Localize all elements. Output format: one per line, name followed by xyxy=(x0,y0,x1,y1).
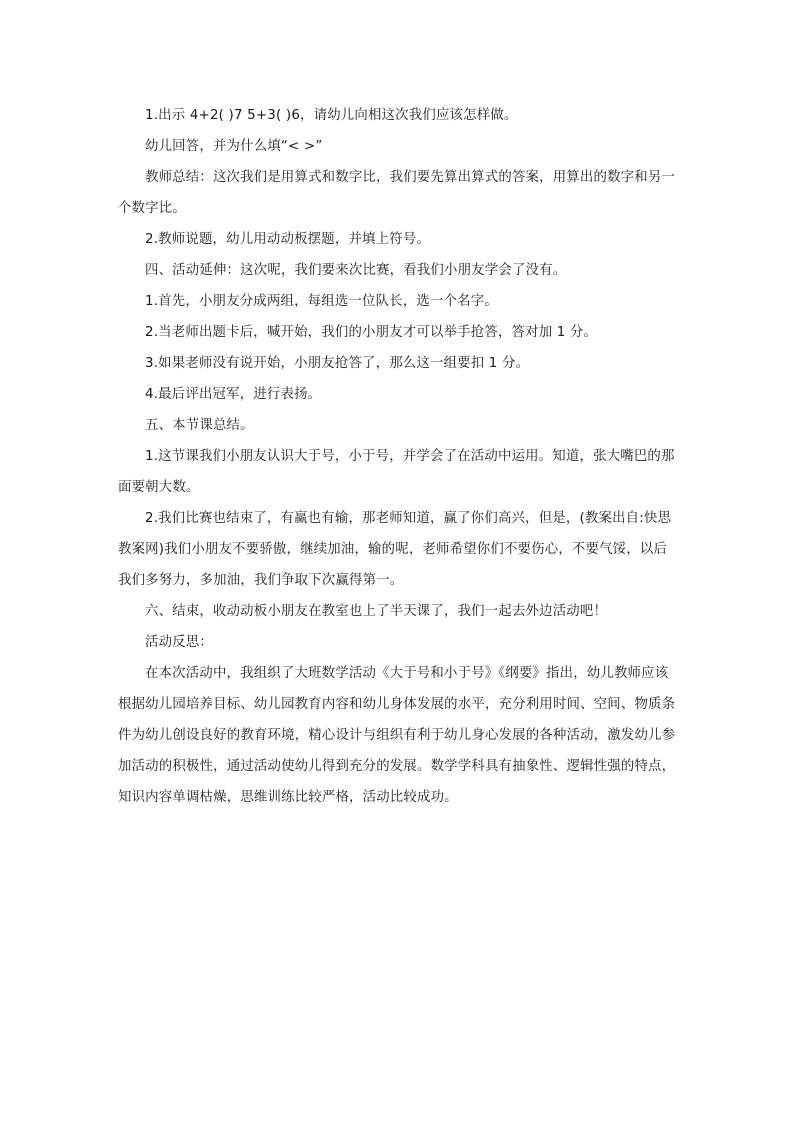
paragraph: 1.出示 4+2( )7 5+3( )6，请幼儿向相这次我们应该怎样做。 xyxy=(145,108,518,123)
paragraph: 2.教师说题，幼儿用动动板摆题，并填上符号。 xyxy=(145,232,430,247)
paragraph: 2.我们比赛也结束了，有赢也有输，那老师知道，赢了你们高兴，但是，(教案出自:快思教案网)我们小朋友不要骄傲，继续加油，输的呢，老师希望你们不要伤心，不要气馁，以后我们多努力，多加油，我们争取下次赢得第一。 xyxy=(118,511,672,588)
paragraph: 2.当老师出题卡后，喊开始，我们的小朋友才可以举手抢答，答对加 1 分。 xyxy=(145,325,598,340)
section-heading: 五、本节课总结。 xyxy=(145,418,254,433)
paragraph: 1.这节课我们小朋友认识大于号，小于号，并学会了在活动中运用。知道，张大嘴巴的那面要朝大数。 xyxy=(118,449,675,495)
section-heading: 六、结束，收动动板小朋友在教室也上了半天课了，我们一起去外边活动吧！ xyxy=(145,604,608,619)
paragraph: 4.最后评出冠军，进行表扬。 xyxy=(145,387,322,402)
paragraph: 教师总结：这次我们是用算式和数字比，我们要先算出算式的答案，用算出的数字和另一个数字比。 xyxy=(118,170,676,216)
paragraph: 3.如果老师没有说开始，小朋友抢答了，那么这一组要扣 1 分。 xyxy=(145,356,530,371)
section-heading: 四、活动延伸：这次呢，我们要来次比赛，看我们小朋友学会了没有。 xyxy=(145,263,567,278)
document-body xyxy=(118,100,678,813)
section-heading: 活动反思： xyxy=(145,635,213,650)
paragraph: 1.首先，小朋友分成两组，每组选一位队长，选一个名字。 xyxy=(145,294,498,309)
paragraph: 在本次活动中，我组织了大班数学活动《大于号和小于号》《纲要》指出，幼儿教师应该根据幼儿园培养目标、幼儿园教育内容和幼儿身体发展的水平，充分利用时间、空间、物质条件为幼儿创设良好的教育环境，精心设计与组织有利于幼儿身心发展的各种活动，激发幼儿参加活动的积极性，通过活动使幼儿得到充分的发展。数学学科具有抽象性、逻辑性强的特点，知识内容单调枯燥，思维训练比较严格，活动比较成功。 xyxy=(118,666,676,805)
paragraph: 幼儿回答，并为什么填“< >” xyxy=(145,139,323,154)
